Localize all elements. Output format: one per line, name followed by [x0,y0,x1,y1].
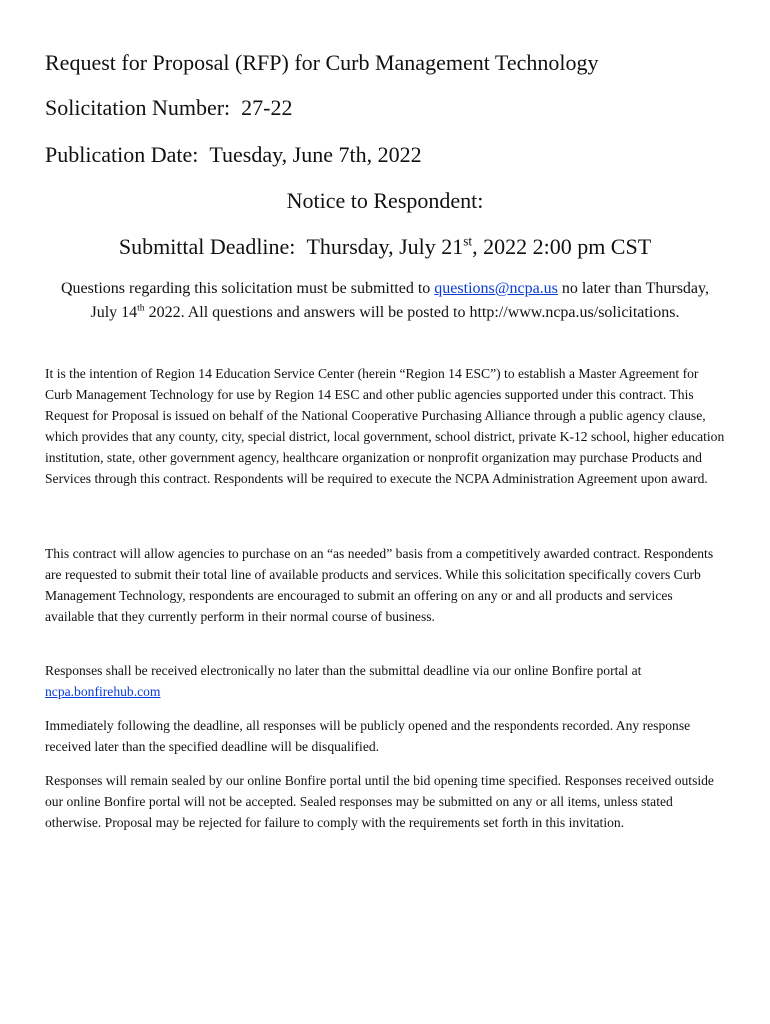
submittal-deadline [0,234,770,260]
questions-mid: no later than Thursday, July 14 [90,280,709,321]
document-title: Request for Proposal (RFP) for Curb Management Technology [45,50,599,75]
publication-label: Publication Date: [45,142,199,167]
submission-text: Responses shall be received electronically no later than the submittal deadline via our online Bonfire portal at [45,663,642,678]
solicitation-label: Solicitation Number: [45,95,231,120]
paragraph-contract-scope: This contract will allow agencies to purchase on an “as needed” basis from a competitively awarded contract. Respondents are requested to submit their total line of available products and services. While this solicitation specifically covers Curb Management Technology, respondents are encouraged to submit an offering on any or and all products and services available that they currently perform in their normal course of business. [45,546,714,624]
questions-suffix: 2022. All questions and answers will be posted to http://www.ncpa.us/solicitations. [148,304,680,321]
deadline-label: Submittal Deadline: [118,234,296,259]
publication-date-line [0,142,422,168]
notice-heading: Notice to Respondent: [286,188,484,213]
solicitation-number-line [0,95,292,121]
questions-notice [0,277,770,325]
solicitation-number: 27-22 [241,95,293,120]
paragraph-opening: Immediately following the deadline, all responses will be publicly opened and the respondents recorded. Any response received later than the specified deadline will be disqualified. [45,718,691,754]
bonfire-portal-link[interactable]: ncpa.bonfirehub.com [45,684,161,699]
questions-prefix: Questions regarding this solicitation must be submitted to [61,280,431,297]
publication-date: Tuesday, June 7th, 2022 [209,142,422,167]
paragraph-intent: It is the intention of Region 14 Education Service Center (herein “Region 14 ESC”) to establish a Master Agreement for Curb Management Technology for use by Region 14 ESC and other public agencies supported under this contract. This Request for Proposal is issued on behalf of the National Cooperative Purchasing Alliance through a public agency clause, which provides that any county, city, special district, local government, school district, private K-12 school, higher education institution, state, other government agency, healthcare organization or nonprofit organization may purchase Products and Services through this contract. Respondents will be required to execute the NCPA Administration Agreement upon award. [45,366,725,486]
paragraph-sealed-responses: Responses will remain sealed by our online Bonfire portal until the bid opening time specified. Responses received outside our online Bonfire portal will not be accepted. Sealed responses may be submitted on any or all items, unless stated otherwise. Proposal may be rejected for failure to comply with the requirements set forth in this invitation. [45,773,714,830]
deadline-day: Thursday, July 21 [306,234,464,259]
deadline-rest: , 2022 2:00 pm CST [472,234,652,259]
questions-mid-suffix: th [137,302,145,314]
paragraph-electronic-submission [0,660,770,702]
questions-email-link[interactable]: questions@ncpa.us [434,280,558,297]
deadline-suffix: st [463,233,473,249]
